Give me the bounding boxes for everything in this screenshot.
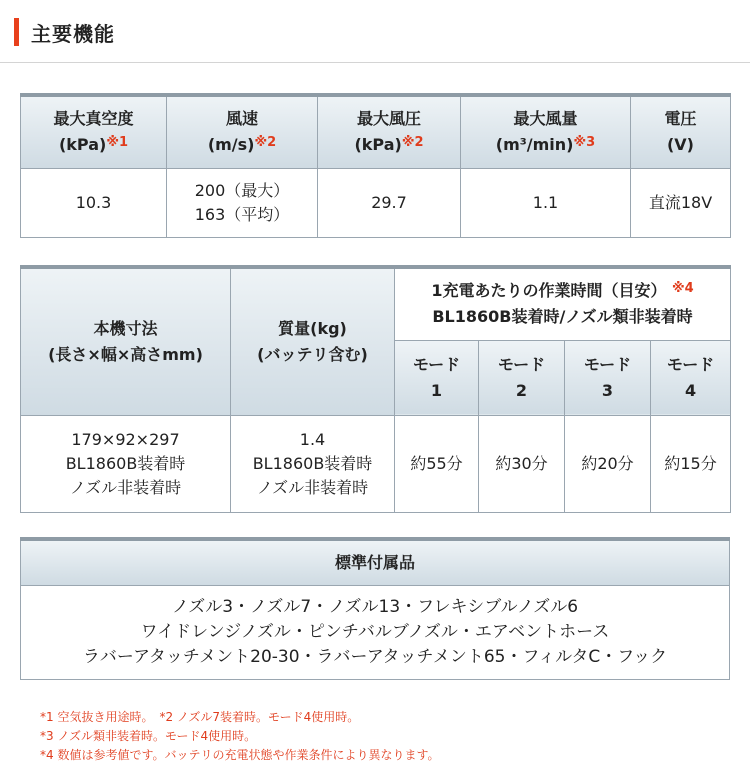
header-text: 1充電あたりの作業時間（目安）: [431, 281, 667, 301]
header-unit: (kPa): [354, 135, 402, 155]
header-line2: BL1860B装着時/ノズル類非装着時: [432, 307, 693, 327]
header-line2: (バッテリ含む): [257, 344, 368, 364]
value-line: 1.4: [299, 429, 326, 449]
header-line2: [21, 132, 166, 158]
value-line: 179×92×297: [71, 429, 180, 449]
accessory-line: ラバーアタッチメント20-30・ラバーアタッチメント65・フィルタC・フック: [82, 646, 668, 667]
mode-number: 4: [684, 380, 697, 400]
mode-number: 3: [601, 380, 614, 400]
value-line: 直流18V: [648, 192, 713, 212]
spec-table-main: [20, 93, 731, 238]
mode-label: モード: [666, 354, 715, 374]
spec-table-runtime: [20, 265, 731, 513]
note-mark: ※1: [106, 135, 129, 151]
mode-label: モード: [412, 354, 461, 374]
value-wind-speed: [167, 168, 318, 237]
value-mass: [231, 415, 395, 512]
header-wind-speed: [167, 95, 318, 168]
value-mode-4: 約15分: [651, 415, 731, 512]
value-line: 29.7: [371, 192, 407, 212]
spec-value-row: [21, 168, 731, 237]
value-line: 1.1: [532, 192, 559, 212]
value-line: 163（平均）: [194, 204, 290, 224]
value-mode-1: 約55分: [395, 415, 479, 512]
value-max-vacuum: [21, 168, 167, 237]
header-line1: 質量(kg): [278, 318, 347, 338]
header-max-vacuum: [21, 95, 167, 168]
runtime-header-row: [21, 267, 731, 340]
header-mode-2: [479, 340, 565, 415]
mode-number: 1: [430, 380, 443, 400]
header-line1: 本機寸法: [93, 318, 158, 338]
accessories-table: [20, 537, 730, 680]
note-mark: ※4: [672, 281, 694, 297]
header-accessories: 標準付属品: [21, 539, 730, 585]
footnotes: [40, 708, 440, 765]
header-line2: (V): [666, 135, 694, 155]
header-line2: [167, 132, 317, 158]
header-line2: (長さ×幅×高さmm): [48, 344, 203, 364]
header-mass: [231, 267, 395, 415]
mode-label: モード: [583, 354, 632, 374]
value-line: 10.3: [75, 192, 112, 212]
accessory-line: ノズル3・ノズル7・ノズル13・フレキシブルノズル6: [171, 596, 579, 617]
header-unit: (m/s): [207, 135, 255, 155]
mode-label: モード: [497, 354, 546, 374]
note-mark: ※2: [401, 135, 424, 151]
note-mark: ※3: [573, 135, 596, 151]
header-line1: 風速: [225, 109, 258, 129]
header-line1: [395, 278, 730, 304]
header-mode-1: [395, 340, 479, 415]
header-line1: 最大風圧: [356, 109, 421, 129]
value-line: ノズル非装着時: [69, 477, 182, 497]
header-line1: 最大真空度: [53, 109, 134, 129]
footnote: *1 空気抜き用途時。 *2 ノズル7装着時。モード4使用時。: [40, 710, 360, 724]
value-line: ノズル非装着時: [256, 477, 369, 497]
section-heading: [14, 18, 115, 46]
runtime-value-row: [21, 415, 731, 512]
header-line1: 最大風量: [513, 109, 578, 129]
accessories-header-row: [21, 539, 730, 585]
value-line: 200（最大）: [194, 180, 290, 200]
value-max-pressure: [318, 168, 461, 237]
header-unit: (m³/min): [495, 135, 574, 155]
header-line2: [461, 132, 630, 158]
note-mark: ※2: [254, 135, 277, 151]
value-line: BL1860B装着時: [252, 453, 373, 473]
value-mode-3: 約20分: [565, 415, 651, 512]
header-line2: [318, 132, 460, 158]
heading-accent-bar: [14, 18, 19, 46]
footnote: *3 ノズル類非装着時。モード4使用時。: [40, 729, 257, 743]
footnote: *4 数値は参考値です。バッテリの充電状態や作業条件により異なります。: [40, 748, 440, 762]
value-line: BL1860B装着時: [65, 453, 186, 473]
value-max-airflow: [461, 168, 631, 237]
value-mode-2: 約30分: [479, 415, 565, 512]
header-mode-3: [565, 340, 651, 415]
header-line1: 電圧: [664, 109, 697, 129]
header-runtime: [395, 267, 731, 340]
header-voltage: [631, 95, 731, 168]
header-dimensions: [21, 267, 231, 415]
value-voltage: [631, 168, 731, 237]
accessories-list: [21, 585, 730, 679]
heading-divider: [0, 62, 750, 63]
heading-title: 主要機能: [31, 21, 115, 46]
value-dimensions: [21, 415, 231, 512]
spec-header-row: [21, 95, 731, 168]
header-mode-4: [651, 340, 731, 415]
accessory-line: ワイドレンジノズル・ピンチバルブノズル・エアベントホース: [140, 621, 610, 642]
mode-number: 2: [515, 380, 528, 400]
accessories-value-row: [21, 585, 730, 679]
header-unit: (kPa): [58, 135, 107, 155]
header-max-pressure: [318, 95, 461, 168]
header-max-airflow: [461, 95, 631, 168]
